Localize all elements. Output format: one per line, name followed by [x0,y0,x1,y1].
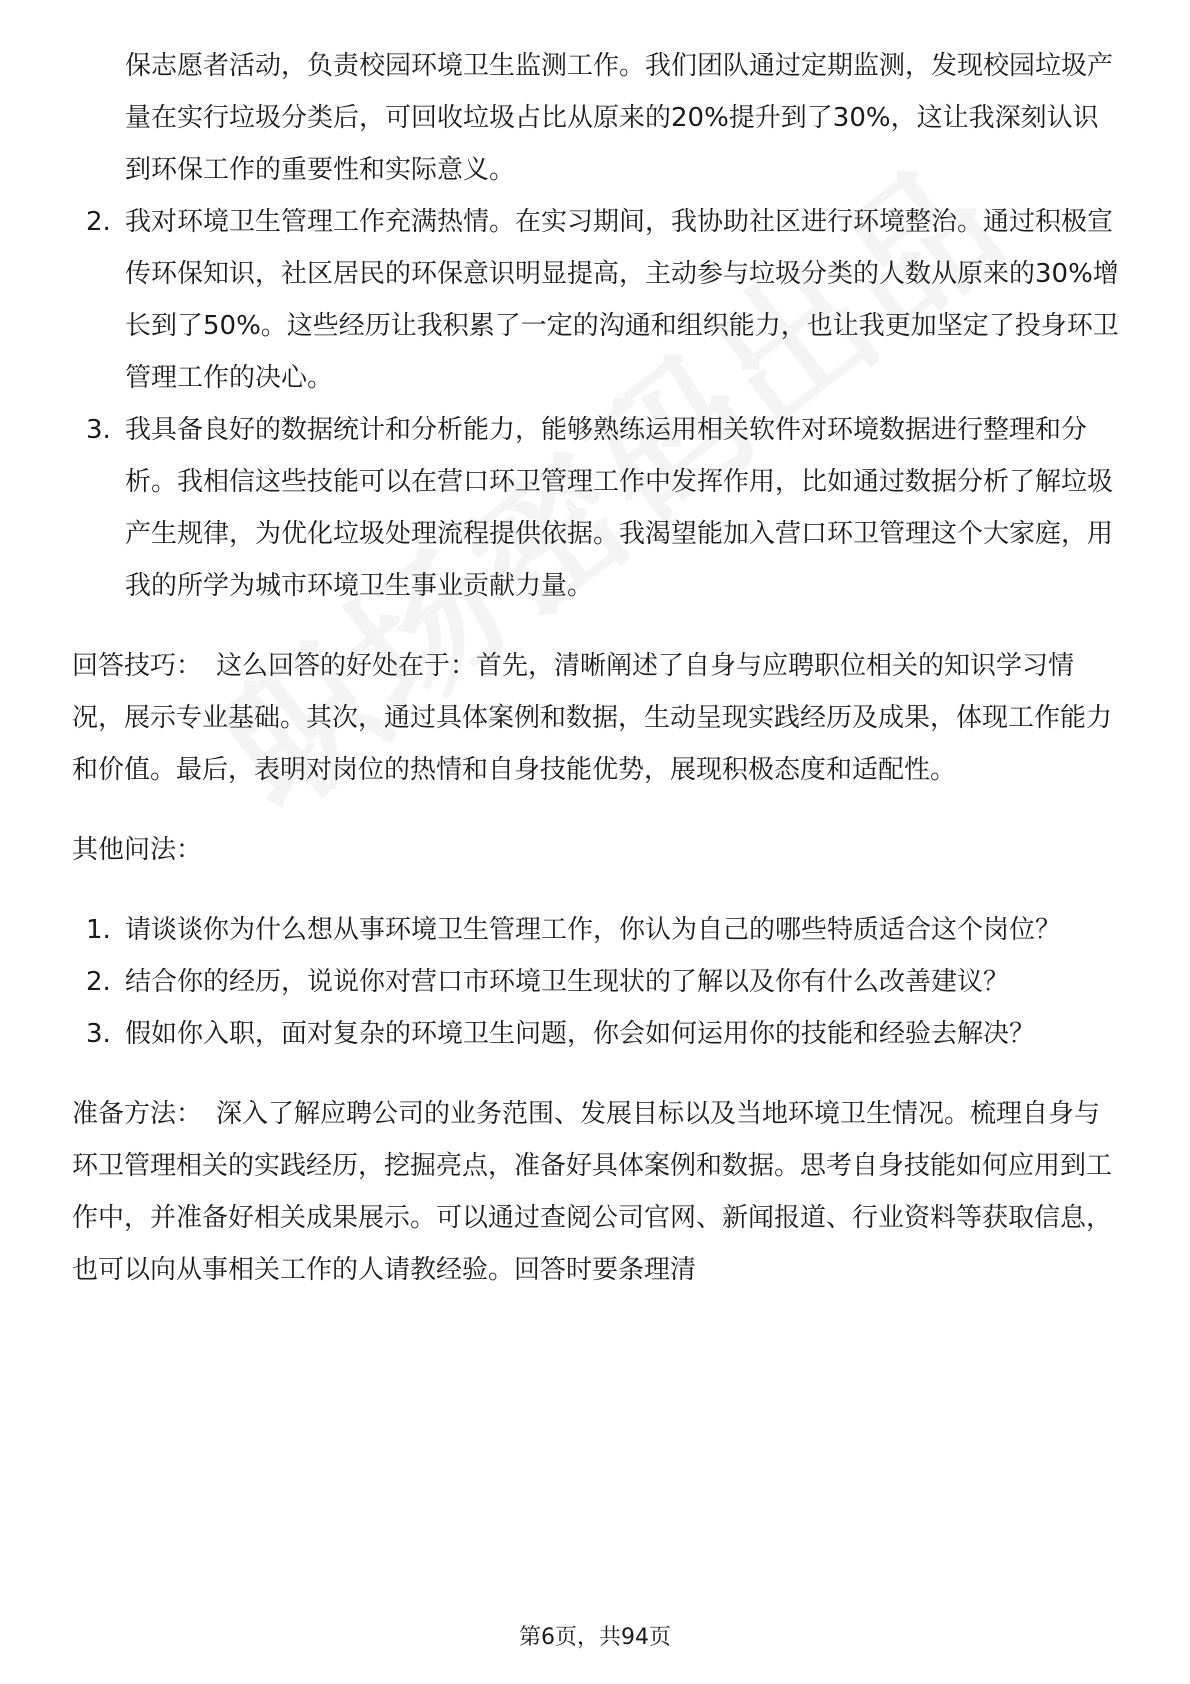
other-question-3 [72,1008,1122,1060]
list-item-text: 假如你入职，面对复杂的环境卫生问题，你会如何运用你的技能和经验去解决？ [125,1019,1036,1049]
answer-item-2 [72,196,1122,404]
list-number: 3. [86,1019,111,1049]
tips-label: 回答技巧： [72,651,203,681]
list-number: 3. [86,415,111,445]
other-questions-list [72,904,1122,1060]
prep-label: 准备方法： [72,1099,203,1129]
list-number: 2. [86,967,111,997]
list-number: 1. [86,915,111,945]
preparation-method [72,1088,1122,1296]
answer-list [72,196,1122,612]
other-question-1 [72,904,1122,956]
answer-item-1-continuation: 保志愿者活动，负责校园环境卫生监测工作。我们团队通过定期监测，发现校园垃圾产量在实行垃圾分类后，可回收垃圾占比从原来的20%提升到了30%，这让我深刻认识到环保工作的重要性和实际意义。 [125,51,1114,185]
answer-tips [72,640,1122,796]
page-number-footer: 第6页，共94页 [519,1625,671,1650]
prep-text: 深入了解应聘公司的业务范围、发展目标以及当地环境卫生情况。梳理自身与环卫管理相关的实践经历，挖掘亮点，准备好具体案例和数据。思考自身技能如何应用到工作中，并准备好相关成果展示。可以通过查阅公司官网、新闻报道、行业资料等获取信息，也可以向从事相关工作的人请教经验。回答时要条理清 [72,1099,1113,1285]
list-number: 2. [86,207,111,237]
other-question-2 [72,956,1122,1008]
tips-text: 这么回答的好处在于：首先，清晰阐述了自身与应聘职位相关的知识学习情况，展示专业基础。其次，通过具体案例和数据，生动呈现实践经历及成果，体现工作能力和价值。最后，表明对岗位的热情和自身技能优势，展现积极态度和适配性。 [72,651,1113,785]
list-item-text: 结合你的经历，说说你对营口市环境卫生现状的了解以及你有什么改善建议？ [125,967,1010,997]
list-item-text: 我对环境卫生管理工作充满热情。在实习期间，我协助社区进行环境整治。通过积极宣传环保知识，社区居民的环保意识明显提高，主动参与垃圾分类的人数从原来的30%增长到了50%。这些经历让我积累了一定的沟通和组织能力，也让我更加坚定了投身环卫管理工作的决心。 [125,207,1119,393]
list-item-text: 请谈谈你为什么想从事环境卫生管理工作，你认为自己的哪些特质适合这个岗位？ [125,915,1062,945]
list-item-text: 我具备良好的数据统计和分析能力，能够熟练运用相关软件对环境数据进行整理和分析。我相信这些技能可以在营口环卫管理工作中发挥作用，比如通过数据分析了解垃圾产生规律，为优化垃圾处理流程提供依据。我渴望能加入营口环卫管理这个大家庭，用我的所学为城市环境卫生事业贡献力量。 [125,415,1114,601]
other-questions-heading: 其他问法： [72,835,203,865]
answer-item-3 [72,404,1122,612]
page-content [72,40,1122,1296]
